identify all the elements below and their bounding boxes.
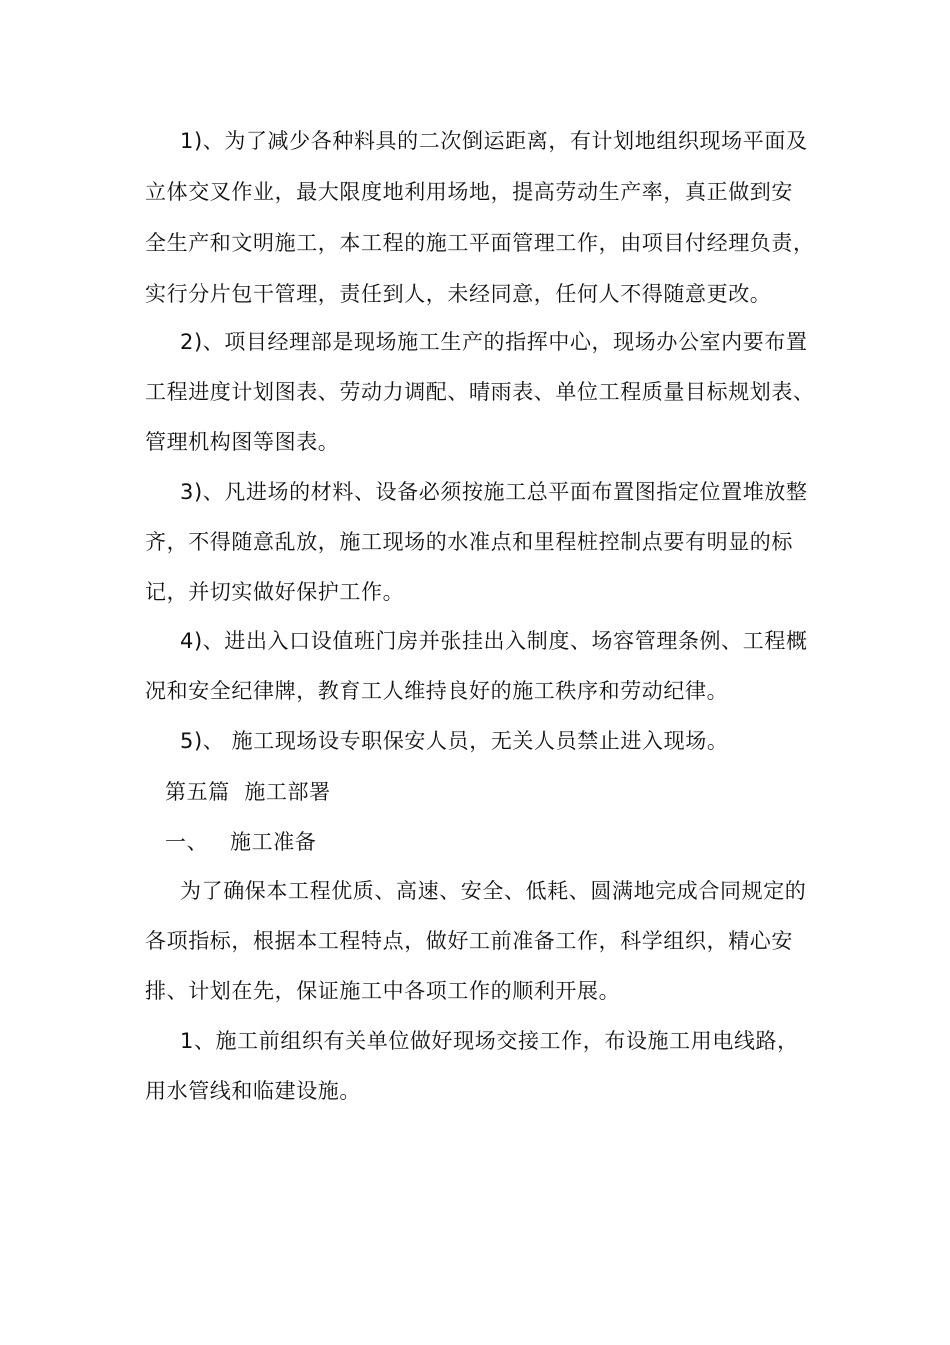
para-3-line-1: 3)、凡进场的材料、设备必须按施工总平面布置图指定位置堆放整 (180, 480, 808, 504)
para-5-line-1: 5)、 施工现场设专职保安人员，无关人员禁止进入现场。 (180, 729, 729, 753)
para-7-line-1: 1、施工前组织有关单位做好现场交接工作，布设施工用电线路， (180, 1029, 799, 1053)
para-3-line-3: 记，并切实做好保护工作。 (145, 580, 405, 604)
para-2-line-2: 工程进度计划图表、劳动力调配、晴雨表、单位工程质量目标规划表、 (145, 380, 815, 404)
para-4-line-2: 况和安全纪律牌，教育工人维持良好的施工秩序和劳动纪律。 (145, 679, 729, 703)
section-heading: 第五篇 施工部署 (165, 780, 331, 804)
para-6-line-3: 排、计划在先，保证施工中各项工作的顺利开展。 (145, 979, 621, 1003)
para-3-line-2: 齐，不得随意乱放，施工现场的水准点和里程桩控制点要有明显的标 (145, 530, 793, 554)
para-2-line-1: 2)、项目经理部是现场施工生产的指挥中心，现场办公室内要布置 (180, 330, 808, 354)
para-1-line-1: 1)、为了减少各种料具的二次倒运距离，有计划地组织现场平面及 (180, 129, 808, 153)
subsection-heading: 一、 施工准备 (165, 830, 317, 854)
para-4-line-1: 4)、进出入口设值班门房并张挂出入制度、场容管理条例、工程概 (180, 629, 808, 653)
para-2-line-3: 管理机构图等图表。 (145, 430, 340, 454)
para-1-line-3: 全生产和文明施工，本工程的施工平面管理工作，由项目付经理负责， (145, 231, 815, 255)
para-7-line-2: 用水管线和临建设施。 (145, 1079, 361, 1103)
para-1-line-4: 实行分片包干管理，责任到人，未经同意，任何人不得随意更改。 (145, 282, 772, 306)
para-1-line-2: 立体交叉作业，最大限度地利用场地，提高劳动生产率，真正做到安 (145, 180, 793, 204)
para-6-line-1: 为了确保本工程优质、高速、安全、低耗、圆满地完成合同规定的 (180, 879, 807, 903)
para-6-line-2: 各项指标，根据本工程特点，做好工前准备工作，科学组织，精心安 (145, 929, 793, 953)
